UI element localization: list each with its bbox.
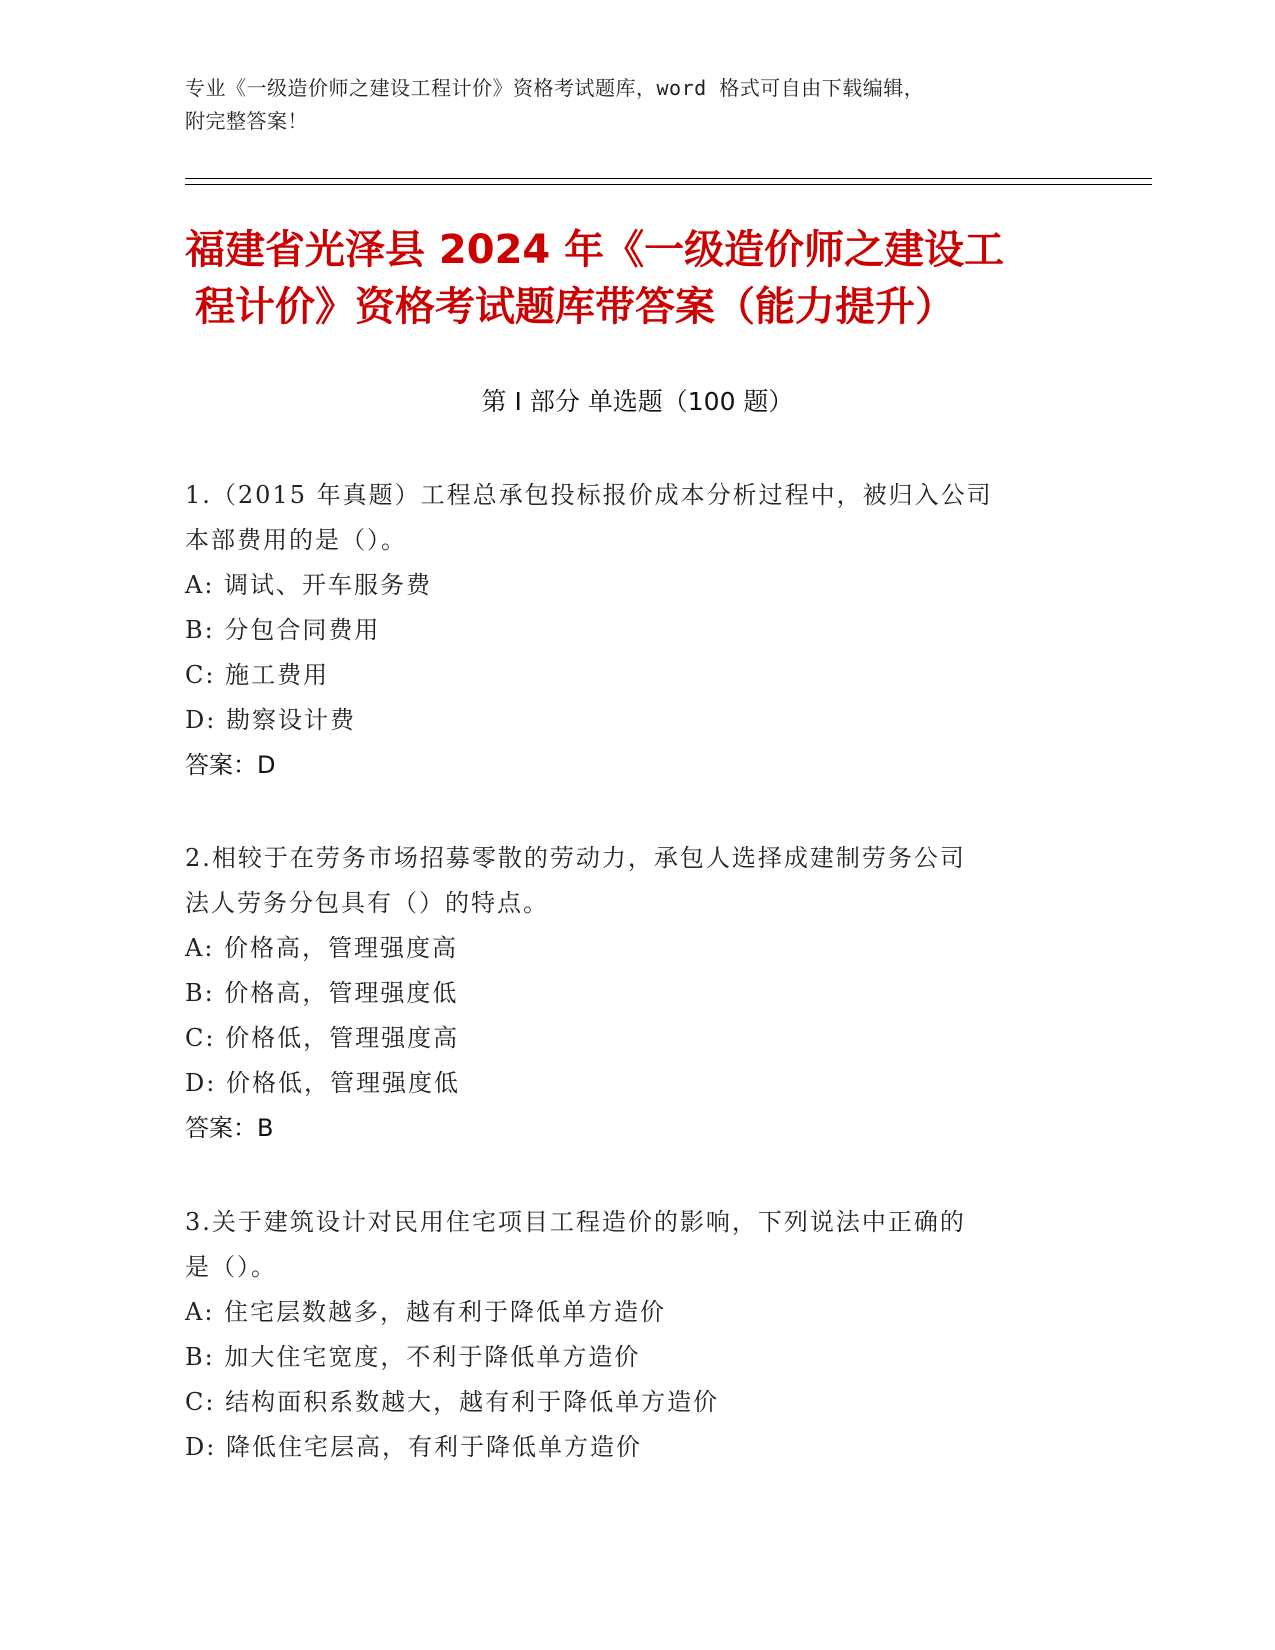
option-b: B: 加大住宅宽度，不利于降低单方造价 [185,1343,641,1371]
question-stem-line2: 本部费用的是（）。 [185,526,407,554]
header-note [185,72,1095,138]
option-c: C: 施工费用 [185,661,330,689]
question-stem-line1: 3.关于建筑设计对民用住宅项目工程造价的影响，下列说法中正确的 [185,1208,966,1236]
question-2 [185,836,1085,1151]
section-title: 第 I 部分 单选题（100 题） [481,387,794,416]
header-rule-bottom [185,184,1152,185]
question-1 [185,473,1085,788]
answer: 答案：B [185,1114,274,1142]
title-line1: 福建省光泽县 2024 年《一级造价师之建设工 [185,227,1005,273]
answer: 答案：D [185,751,276,779]
option-d: D: 勘察设计费 [185,706,356,734]
header-note-line2: 附完整答案！ [185,109,308,133]
question-stem-line1: 2.相较于在劳务市场招募零散的劳动力，承包人选择成建制劳务公司 [185,844,966,872]
option-a: A: 调试、开车服务费 [185,571,433,599]
option-c: C: 价格低，管理强度高 [185,1024,460,1052]
header-rule-top [185,178,1152,179]
title-line2: 程计价》资格考试题库带答案（能力提升） [195,284,955,330]
document-title [185,222,1185,336]
option-d: D: 降低住宅层高，有利于降低单方造价 [185,1433,642,1461]
option-a: A: 价格高，管理强度高 [185,934,459,962]
question-stem-line2: 是（）。 [185,1253,277,1281]
option-c: C: 结构面积系数越大，越有利于降低单方造价 [185,1388,720,1416]
option-b: B: 分包合同费用 [185,616,381,644]
option-d: D: 价格低，管理强度低 [185,1069,460,1097]
question-3 [185,1200,1085,1470]
question-stem-line1: 1.（2015 年真题）工程总承包投标报价成本分析过程中，被归入公司 [185,481,993,509]
question-stem-line2: 法人劳务分包具有（）的特点。 [185,889,549,917]
option-b: B: 价格高，管理强度低 [185,979,459,1007]
option-a: A: 住宅层数越多，越有利于降低单方造价 [185,1298,667,1326]
header-note-line1: 专业《一级造价师之建设工程计价》资格考试题库，word 格式可自由下载编辑， [185,76,925,100]
